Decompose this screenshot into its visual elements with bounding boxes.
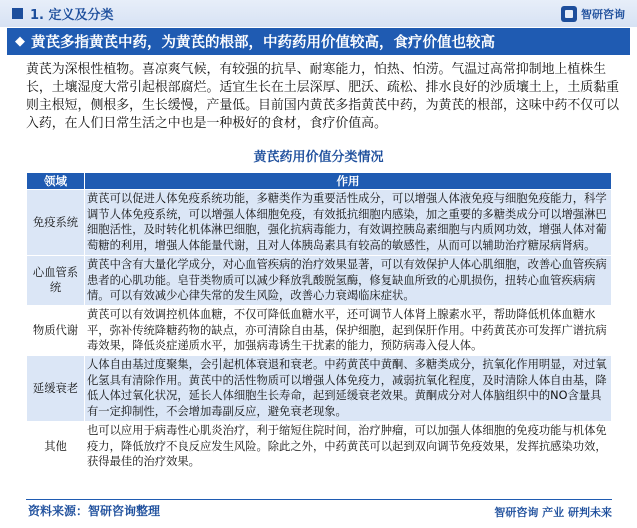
- table-row: [27, 305, 612, 355]
- field-cell: 物质代谢: [27, 305, 85, 355]
- source-note: 资料来源：智研咨询整理: [28, 504, 161, 518]
- field-cell: 心血管系统: [27, 255, 85, 305]
- logo-icon: [561, 6, 577, 22]
- use-cell: 黄芪中含有大量化学成分，对心血管疾病的治疗效果显著，可以有效保护人体心肌细胞，改善心血管疾病患者的心肌功能。皂苷类物质可以减少释放乳酸脱氢酶，修复缺血所致的心肌损伤，扭转心血管疾病病情。可以有效减少心律失常的发生风险，改善心力衰竭临床症状。: [85, 255, 612, 305]
- top-bar: [0, 0, 637, 27]
- footer-brand: 智研咨询 产业 研判未来: [494, 506, 612, 519]
- table-row: [27, 356, 612, 422]
- usage-table: [26, 172, 612, 472]
- field-cell: 其他: [27, 421, 85, 471]
- headline-banner: [7, 28, 630, 55]
- intro-paragraph: [26, 61, 620, 133]
- table-header-row: [27, 173, 612, 190]
- diamond-icon: ◆: [15, 34, 25, 49]
- field-cell: 延缓衰老: [27, 356, 85, 422]
- column-header-field: 领域: [27, 173, 85, 190]
- table-title: 黄芪药用价值分类情况: [253, 150, 384, 165]
- logo-name: 智研咨询: [581, 8, 625, 21]
- section-label: 1. 定义及分类: [30, 8, 114, 23]
- use-cell: 也可以应用于病毒性心肌炎治疗，利于缩短住院时间，治疗肿瘤，可以加强人体细胞的免疫功能与机体免疫力，降低放疗不良反应发生风险。除此之外，中药黄芪可以起到双向调节免疫效果，发挥抗感染功效，获得最佳的治疗效果。: [85, 421, 612, 471]
- intro-text: 黄芪为深根性植物。喜凉爽气候，有较强的抗旱、耐寒能力，怕热、怕涝。气温过高常抑制地上植株生长，土壤湿度大常引起根部腐烂。适宜生长在土层深厚、肥沃、疏松、排水良好的沙质壤土上，土质黏重则主根短，侧根多，生长缓慢，产量低。目前国内黄芪多指黄芪中药，为黄芪的根部，这味中药不仅可以入药，在人们日常生活之中也是一种极好的食材，食疗价值高。: [26, 62, 619, 131]
- table-row: [27, 255, 612, 305]
- headline-text: 黄芪多指黄芪中药，为黄芪的根部，中药药用价值较高，食疗价值也较高: [31, 35, 495, 51]
- field-cell: 免疫系统: [27, 190, 85, 256]
- column-header-use: 作用: [85, 173, 612, 190]
- table-row: [27, 421, 612, 471]
- use-cell: 黄芪可以促进人体免疫系统功能，多糖类作为重要活性成分，可以增强人体液免疫与细胞免疫能力，科学调节人体免疫系统，可以增强人体细胞免疫，有效抵抗细胞内感染，加之重要的多糖类成分可以增强淋巴细胞活性，及时转化机体淋巴细胞，强化抗病毒能力，有效调控胰岛素细胞与内质网功效，增强人体对葡萄糖的利用，增强人体能量代谢，且对人体胰岛素具有较高的敏感性，从而可以辅助治疗糖尿病肾病。: [85, 190, 612, 256]
- use-cell: 人体自由基过度聚集，会引起机体衰退和衰老。中药黄芪中黄酮、多糖类成分，抗氧化作用明显，对过氧化氢具有清除作用。黄芪中的活性物质可以增强人体免疫力，减弱抗氧化程度，及时清除人体自由基，降低人体过氧化状况，延长人体细胞生长寿命，起到延缓衰老效果。黄酮成分对人体脑组织中的NO含量具有一定抑制性，不会增加毒副反应，避免衰老现象。: [85, 356, 612, 422]
- footer: [26, 499, 612, 520]
- use-cell: 黄芪可以有效调控机体血糖，不仅可降低血糖水平，还可调节人体肾上腺素水平，帮助降低机体血糖水平，弥补传统降糖药物的缺点，亦可清除自由基，保护细胞，起到保肝作用。中药黄芪亦可发挥广谱抗病毒效果，降低炎症递质水平，加强病毒诱生干扰素的能力，预防病毒入侵人体。: [85, 305, 612, 355]
- square-bullet-icon: [12, 8, 23, 19]
- brand-logo: [561, 4, 625, 24]
- table-row: [27, 190, 612, 256]
